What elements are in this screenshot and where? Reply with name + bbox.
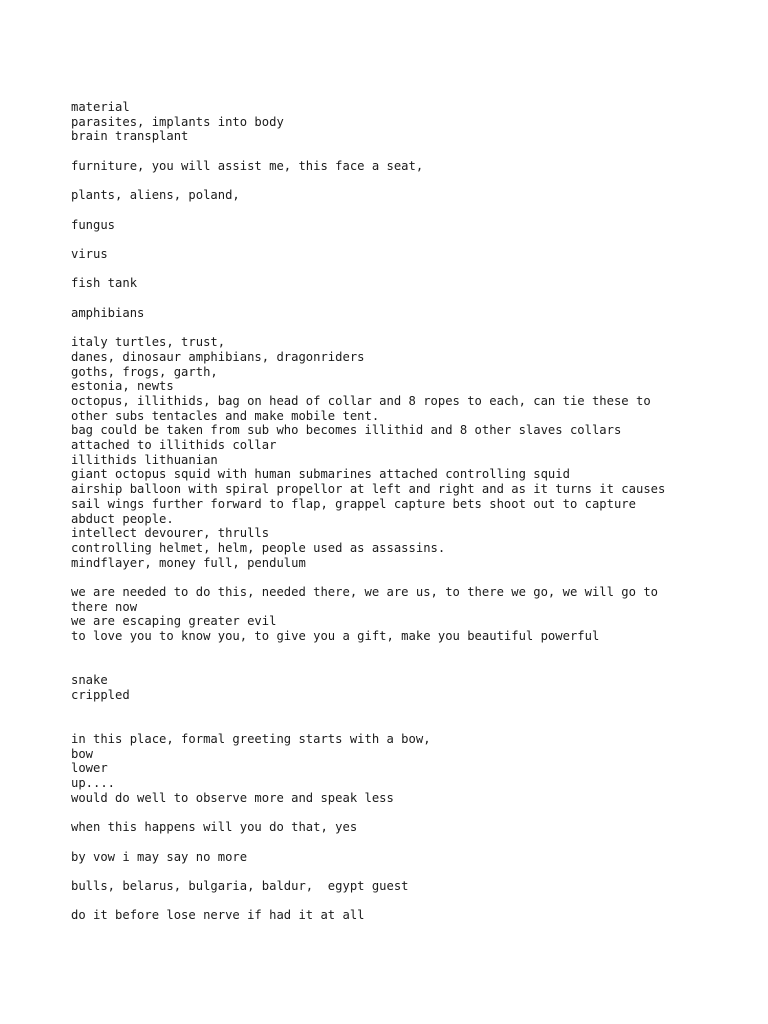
text-line: abduct people. [71,511,174,526]
text-line [71,291,711,306]
text-line: brain transplant [71,129,189,144]
text-line: mindflayer, money full, pendulum [71,555,306,570]
text-line [71,262,711,277]
text-line: lower [71,761,108,776]
text-line: in this place, formal greeting starts with a bow, [71,732,431,747]
text-line [71,835,711,850]
text-line [71,659,711,674]
text-line [71,864,711,879]
text-line: there now [71,599,138,614]
text-line: airship balloon with spiral propellor at left and right and as it turns it causes [71,482,666,497]
text-line: attached to illithids collar [71,438,277,453]
text-line: do it before lose nerve if had it at all [71,908,365,923]
text-line: plants, aliens, poland, [71,188,240,203]
text-line: giant octopus squid with human submarines attached controlling squid [71,467,570,482]
text-line: we are escaping greater evil [71,614,277,629]
text-line [71,174,711,189]
text-line [71,570,711,585]
text-line [71,806,711,821]
text-line: bulls, belarus, bulgaria, baldur, egypt guest [71,879,409,894]
text-line: bag could be taken from sub who becomes illithid and 8 other slaves collars [71,423,622,438]
text-line: amphibians [71,305,145,320]
text-line: intellect devourer, thrulls [71,526,270,541]
text-line: italy turtles, trust, [71,335,226,350]
text-line: fungus [71,217,116,232]
text-line: when this happens will you do that, yes [71,820,358,835]
text-line: furniture, you will assist me, this face a seat, [71,158,424,173]
text-line: snake [71,673,108,688]
text-line [71,320,711,335]
text-line: would do well to observe more and speak less [71,790,394,805]
text-line: sail wings further forward to flap, grappel capture bets shoot out to capture [71,496,636,511]
text-line [71,703,711,718]
text-line: fish tank [71,276,138,291]
text-line [71,232,711,247]
document-text [71,100,711,923]
text-line [71,144,711,159]
text-line: octopus, illithids, bag on head of collar and 8 ropes to each, can tie these to [71,393,651,408]
text-line [71,717,711,732]
text-line: material [71,100,130,114]
text-line: to love you to know you, to give you a gift, make you beautiful powerful [71,629,600,644]
text-line: by vow i may say no more [71,849,248,864]
text-line: virus [71,246,108,261]
text-line [71,203,711,218]
text-line: bow [71,746,94,761]
text-line: controlling helmet, helm, people used as assassins. [71,540,446,555]
text-line: parasites, implants into body [71,114,284,129]
text-line: we are needed to do this, needed there, we are us, to there we go, we will go to [71,585,658,600]
text-line [71,894,711,909]
text-line: danes, dinosaur amphibians, dragonriders [71,349,365,364]
text-line: illithids lithuanian [71,452,218,467]
text-line: crippled [71,687,130,702]
text-line: other subs tentacles and make mobile tent. [71,408,380,423]
text-line: goths, frogs, garth, [71,364,218,379]
text-line: up.... [71,776,116,791]
text-line: estonia, newts [71,379,174,394]
text-line [71,644,711,659]
